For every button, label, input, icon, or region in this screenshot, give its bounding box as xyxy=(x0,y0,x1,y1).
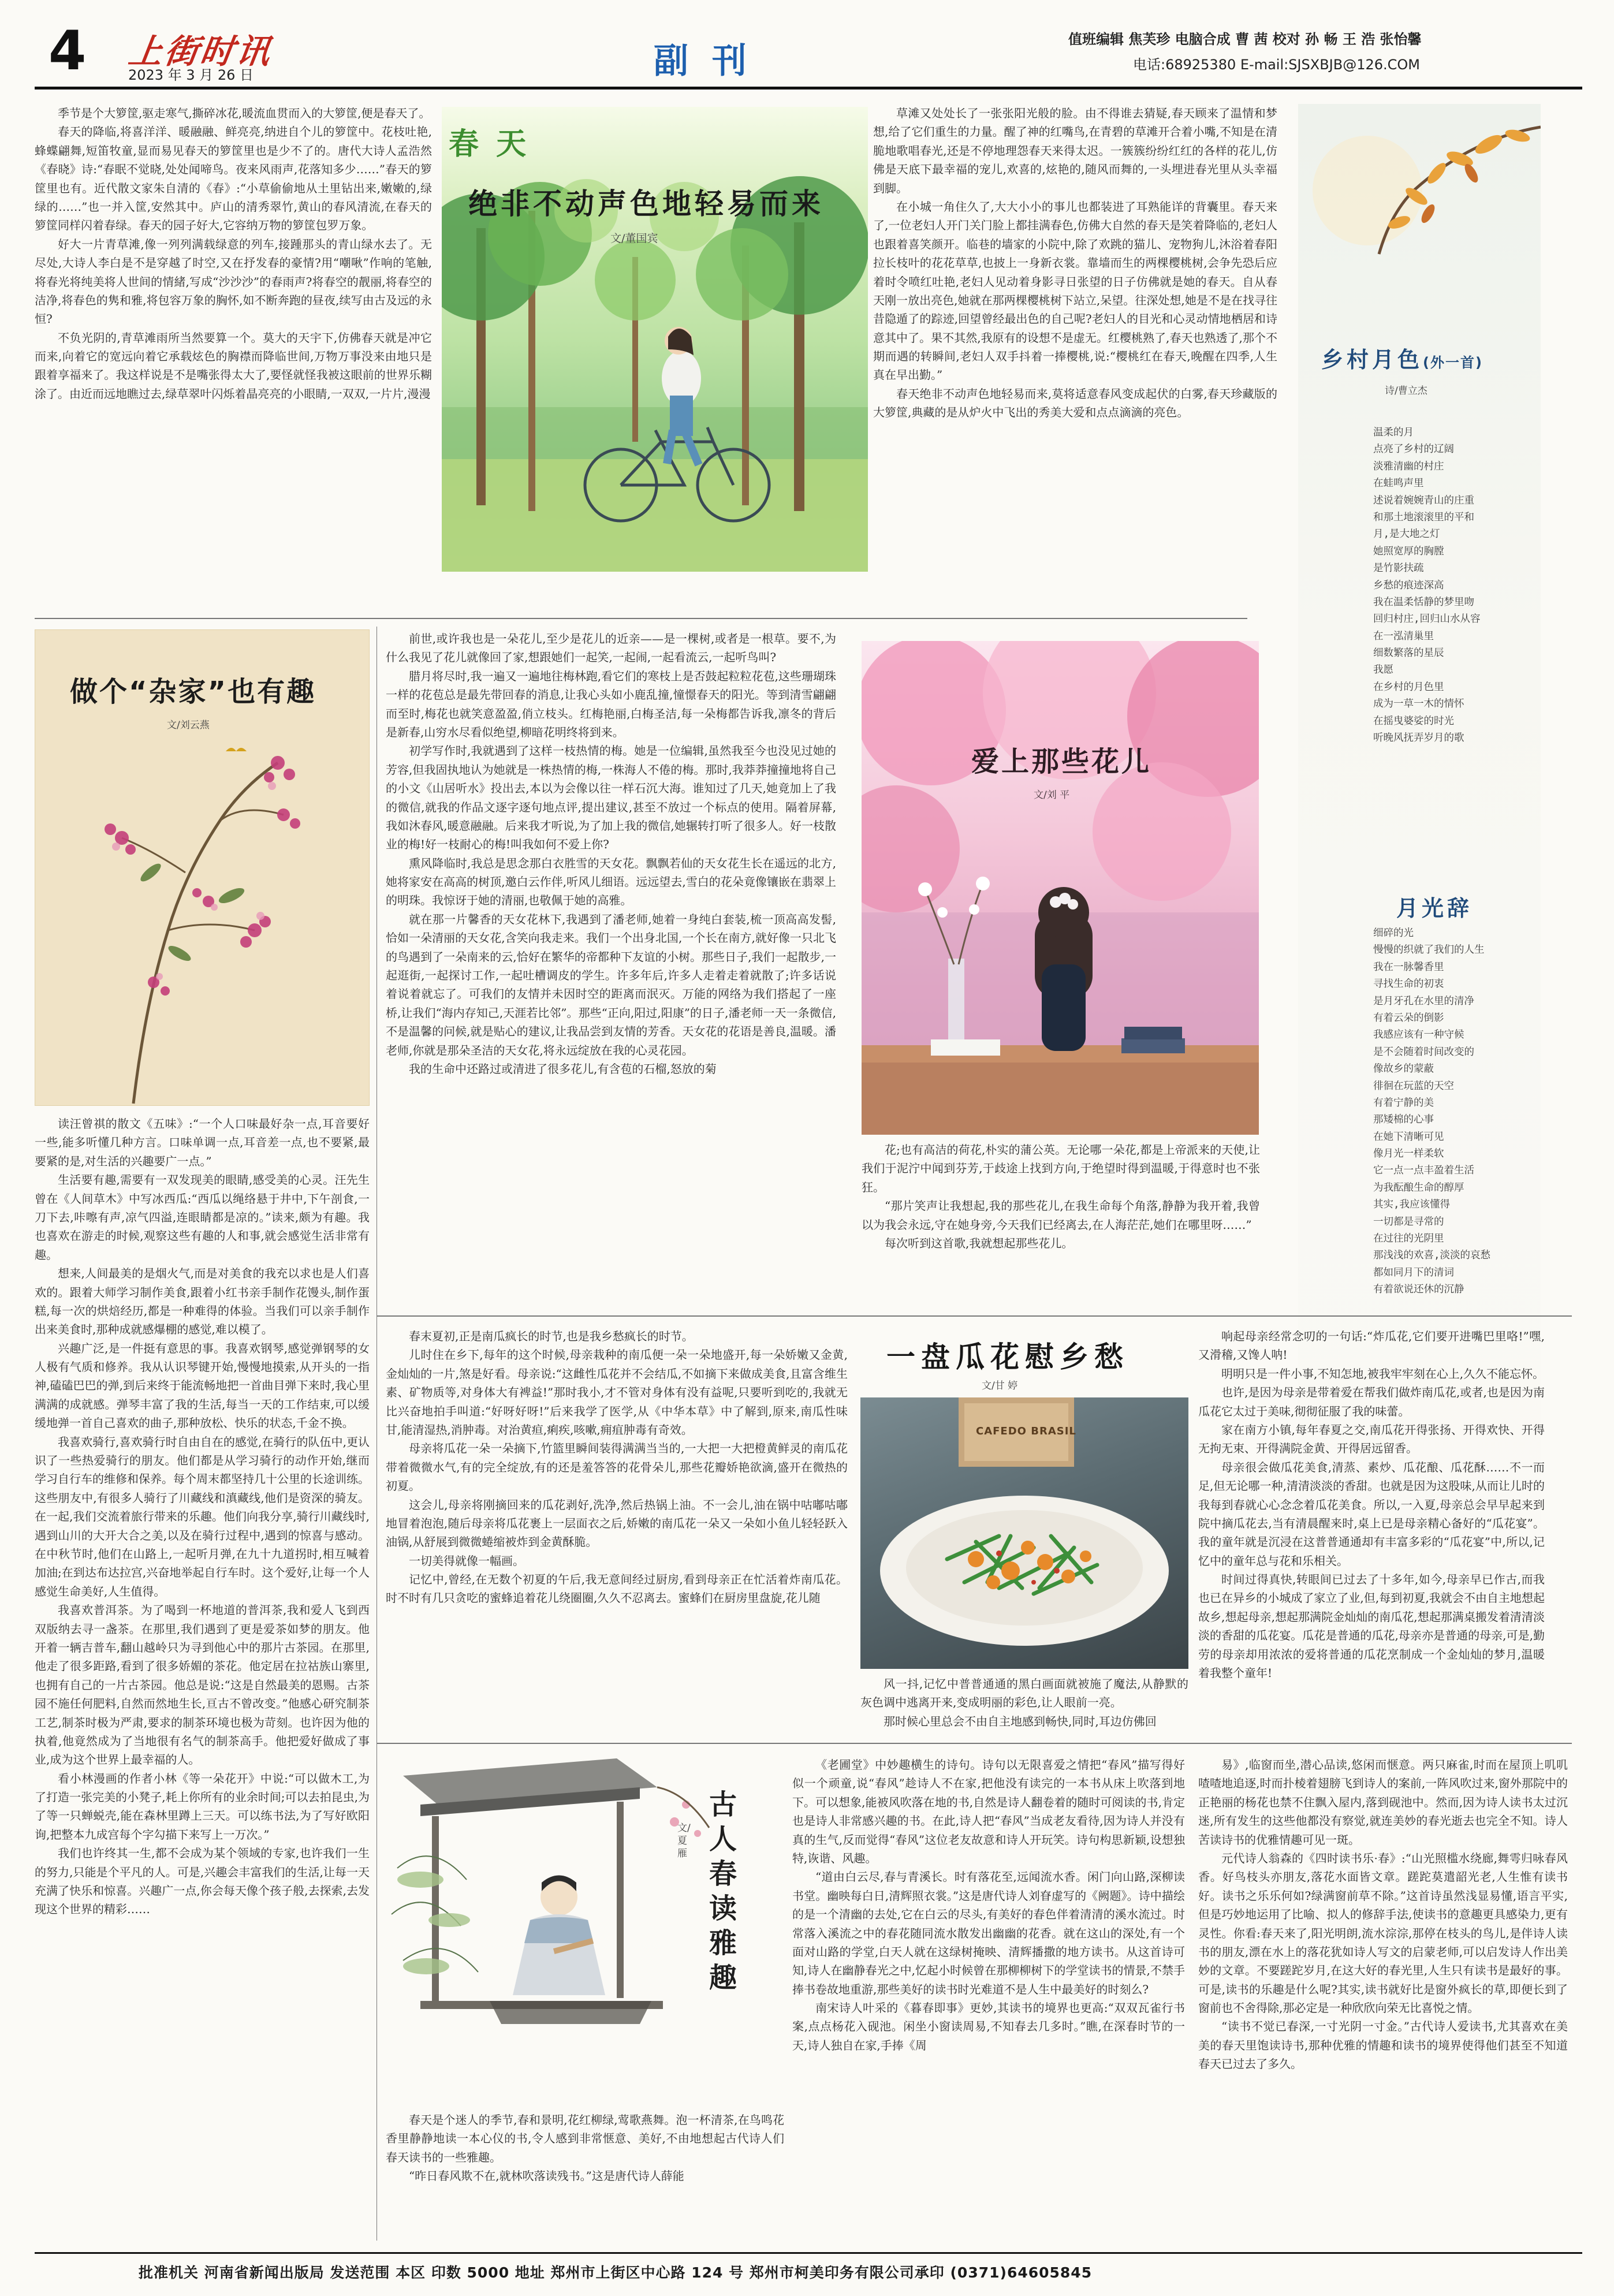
article-spring-col1: 季节是个大箩筐,驱走寒气,撕碎冰花,暖流血贯而入的大箩筐,便是春天了。 春天的降临,将喜洋洋、暖融融、鲜亮亮,纳进自个儿的箩筐中。花枝吐艳,蜂蝶翩舞,短笛牧童,显而易见春天的箩筐里也是少不了的。唐代大诗人孟浩然《春晓》诗:“春眠不觉晓,处处闻啼鸟。夜来风雨声,花落知多少……”春天的箩筐里也有。近代散文家朱自清的《春》:“小草偷偷地从土里钻出来,嫩嫩的,绿绿的……”也一并入筐,安然其中。庐山的清秀翠竹,黄山的春风清流,在春天的箩筐同样闪着春绿。春天的园子好大,它容纳万物的箩筐包罗万象。 好大一片青草滩,像一列列满载绿意的列车,接踵那头的青山绿水去了。无尽处,大诗人李白是不是穿越了时空,又在抒发春的豪情?用“嘲啾”作响的笔触,将春光将纯美将人世间的情緒,写成“沙沙沙”的春雨声?将春空的靓丽,将春空的洁净,将春色的隽和雅,将包容万象的胸怀,如不断奔跑的昼夜,续写由古及远的永恒? 不负光阴的,青草滩雨所当然要算一个。莫大的天宇下,仿佛春天就是冲它而来,向着它的宽远向着它承载炫色的胸襟而降临世间,万物万事没来由地只是跟着享福来了。我这样说是不是嘴张得太大了,要怪就怪我被这眼前的世界乐糊涂了。由近而远地瞧过去,绿草翠叶闪烁着晶亮亮的小眼睛,一双双,一片片,漫漫 xyxy=(35,106,432,401)
flowers-byline: 文/刘 平 xyxy=(1034,789,1070,801)
poem1-title-suffix: (外一首) xyxy=(1423,355,1483,371)
squash-title: 一盘瓜花慰乡愁 xyxy=(886,1340,1129,1374)
spring-byline: 文/董国宾 xyxy=(610,232,658,245)
contact-line: 电话:68925380 E-mail:SJSXBJB@126.COM xyxy=(1133,57,1420,73)
generalist-title: 做个“杂家”也有趣 xyxy=(70,676,316,708)
footer-rule xyxy=(35,2252,1582,2254)
article-squash-col1: 春末夏初,正是南瓜疯长的时节,也是我乡愁疯长的时节。 儿时住在乡下,每年的这个时候,母亲栽种的南瓜便一朵一朵地盛开,每一朵娇嫩又金黄,金灿灿的一片,煞是好看。母亲说:“这雌性瓜花并不会结瓜,不如摘下来做成美食,且富含维生素、矿物质等,对身体大有裨益!”那时我小,才不管对身体有没有益呢,只要听到吃的,我就无比兴奋地拍手叫道:“好呀好呀!”后来我学了医学,从《中华本草》中了解到,原来,南瓜性味甘,能清湿热,消肿毒。对治黄疸,痢疾,咳嗽,痈疽肿毒有奇效。 母亲将瓜花一朵一朵摘下,竹篮里瞬间装得满满当当的,一大把一大把橙黄鲜灵的南瓜花带着微微水气,有的完全绽放,有的还是羞答答的花骨朵儿,那些花瓣娇艳欲滴,盛开在微热的初夏。 这会儿,母亲将刚摘回来的瓜花剥好,洗净,然后热锅上油。不一会儿,油在锅中咕嘟咕嘟地冒着泡泡,随后母亲将瓜花裹上一层面衣之后,娇嫩的南瓜花一朵又一朵如小鱼儿轻轻跃入油锅,从舒展到微微蜷缩被炸到金黄酥脆。 一切美得就像一幅画。 记忆中,曾经,在无数个初夏的午后,我无意间经过厨房,看到母亲正在忙活着炸南瓜花。时不时有几只贪吃的蜜蜂追着花儿绕圈圈,久久不忍离去。蜜蜂们在厨房里盘旋,花儿随 xyxy=(386,1329,848,1605)
article-spring-col2: 草滩又处处长了一张张阳光般的脸。由不得谁去猜疑,春天顾来了温情和梦想,给了它们重生的力量。醒了神的红嘴鸟,在青碧的草滩开合着小嘴,不知是在清脆地歌唱春光,还是不停地理怨春天来得太迟。一簇簇纷纷红红的各样的花儿,仿佛是天底下最幸福的宠儿,欢喜的,炫艳的,随风而舞的,一头埋进春光里从头幸福到脚。 在小城一角住久了,大大小小的事儿也都装进了耳熟能详的背囊里。春天来了,一位老妇人开门关门脸上都挂满春色,仿佛大自然的春天是笑着降临的,老妇人也跟着喜笑颜开。临巷的墙家的小院中,除了欢跳的猫儿、宠物狗儿,沐浴着春阳拉长枝叶的花花草草,也披上一身新衣裳。靠墙而生的两棵樱桃树,会争先恐后应着时令喷红吐艳,老妇人见动着身影寻日张望的日子仿佛就是她的春天。自从春天刚一放出亮色,她就在那两棵樱桃树下站立,呆望。往深处想,她是不是在找寻往昔隐遁了的踪迹,回望曾经最出色的自己呢?老妇人的目光和心灵动情地栖居和诗意其中了。果不其然,我原有的设想不是虚无。红樱桃熟了,春天也熟透了,那个不期而遇的转瞬间,老妇人双手抖着一捧樱桃,说:“樱桃红在春天,晚醒在四季,人生真在早出勤。” 春天绝非不动声色地轻易而来,莫将适意春风变成起伏的白雾,春天珍藏版的大箩筐,典藏的是从炉火中飞出的秀美大爱和点点滴滴的亮色。 xyxy=(873,106,1277,420)
issue-date: 2023 年 3 月 26 日 xyxy=(128,67,254,83)
spring-illustration-svg xyxy=(442,107,868,572)
divider-horizontal-3 xyxy=(377,1743,1572,1744)
article-squash-col2: 响起母亲经常念叨的一句话:“炸瓜花,它们要开进嘴巴里咯!”嘿,又滑稽,又馋人呐! 明明只是一件小事,不知怎地,被我牢牢刻在心上,久久不能忘怀。 也许,是因为母亲是带着爱在帮我们做炸南瓜花,或者,也是因为南瓜花它太过于美味,彻彻征服了我的味蕾。 家在南方小镇,每年春夏之交,南瓜花开得张扬、开得欢快、开得无拘无束、开得满院金黄、开得居远留香。 母亲很会做瓜花美食,清蒸、素炒、瓜花酿、瓜花酥……不一而足,但无论哪一种,清清淡淡的香甜。也就是因为这股味,从而让儿时的我每到春就心心念念着瓜花美食。所以,一入夏,母亲总会早早起来到院中摘瓜花去,当有清晨醒来时,桌上已是母亲精心备好的“瓜花宴”。我的童年就是沉浸在这普普通通却有丰富多彩的“瓜花宴”中,所以,记忆中的童年总与花和乐相关。 时间过得真快,转眼间已过去了十多年,如今,母亲早已作古,而我也已在异乡的小城成了家立了业,但,每到初夏,我就会不由自主地想起故乡,想起母亲,想起那满院金灿灿的南瓜花,想起那满桌搬发着清清淡淡的香甜的瓜花宴。瓜花是普通的瓜花,母亲亦是普通的母亲,可是,勤劳的母亲却用浓浓的爱将普通的瓜花烹制成一个金灿灿的梦月,温暖着我整个童年! xyxy=(1198,1329,1545,1680)
article-ancient-col2: 《老圃堂》中妙趣横生的诗句。诗句以无限喜爱之情把“春风”描写得好似一个顽童,说“春风”趁诗人不在家,把他没有读完的一本书从床上吹落到地下。可以想象,能被风吹落在地的书,自然是诗人翻卷着的随时可阅读的书,肯定也是诗人非常感兴趣的书。在此,诗人把“春风”当成老友看待,因为诗人并没有真的生气,反而觉得“春风”这位老友故意和诗人开玩笑。诗句构思新颖,设想独特,诙谐、风趣。 “道由白云尽,春与青溪长。时有落花至,远闻流水香。闲门向山路,深柳读书堂。幽映每白日,清辉照衣裳。”这是唐代诗人刘眘虚写的《阙题》。诗中描绘的是一个清幽的去处,它在白云的尽头,有美好的春色伴着清清的溪水流过。时常落入溪流之中的春花随同流水散发出幽幽的花香。就在这山的深处,有一个面对山路的学堂,白天人就在这绿树掩映、清辉播撒的地方读书。从这首诗可知,诗人在幽静春光之中,忆起小时候曾在那柳柳树下的学堂读书的情景,不禁手捧书卷故地重游,那些美好的读书时光难道不是人生中最美好的时刻么? 南宋诗人叶采的《暮春即事》更妙,其读书的境界也更高:“双双瓦雀行书案,点点杨花入砚池。闲坐小窗读周易,不知春去几多时。”瞧,在深春时节的一天,诗人独自在家,手捧《周 xyxy=(792,1758,1185,2052)
generalist-illustration xyxy=(35,629,370,1106)
generalist-byline: 文/刘云燕 xyxy=(167,720,210,731)
article-ancient-col1: 春天是个迷人的季节,春和景明,花红柳绿,莺歌燕舞。泡一杯清茶,在鸟鸣花香里静静地读一本心仪的书,令人感到非常惬意、美好,不由地想起古代诗人们春天读书的一些雅趣。 “昨日春风欺不在,就林吹落读残书。”这是唐代诗人薛能 xyxy=(386,2113,784,2183)
ancient-reading-title: 古人春读雅趣 xyxy=(709,1788,737,1994)
section-title: 副 刊 xyxy=(654,41,752,81)
squash-dish-svg xyxy=(860,1397,1188,1669)
ancient-reading-byline: 文/夏雁 xyxy=(677,1822,691,1860)
article-ancient-col3: 易》,临窗而坐,潜心品读,悠闲而惬意。两只麻雀,时而在屋顶上叽叽喳喳地追逐,时而扑棱着翅膀飞到诗人的案前,一阵风吹过来,窗外那院中的正艳丽的杨花也禁不住飘入屋内,落到砚池中。然而,因为诗人读书太过沉迷,所有发生的这些他都没有察觉,就连美妙的春光逝去也完全不知。诗人苦读诗书的优雅情趣可见一斑。 元代诗人翁森的《四时读书乐·春》:“山光照槛水绕廊,舞雩归咏春风香。好鸟枝头亦朋友,落花水面皆文章。蹉跎莫遣韶光老,人生惟有读书好。读书之乐乐何如?绿满窗前草不除。”这首诗虽然浅显易懂,语言平实,但是巧妙地运用了比喻、拟人的修辞手法,使读书的意趣更具感染力,更有灵性。你看:春天来了,阳光明朗,流水淙淙,那停在枝头的鸟儿,是伴诗人读书的朋友,漂在水上的落花犹如诗人写文的启蒙老师,可以启发诗人作出美妙的文章。不要蹉跎岁月,在这大好的春光里,人生只有读书是最好的事。可是,读书的乐趣是什么呢?其实,读书就好比是窗外疯长的草,即便长到了窗前也不舍得除,那必定是一种欣欣向荣无比喜悦之情。 “读书不觉已春深,一寸光阴一寸金。”古代诗人爱读书,尤其喜欢在美美的春天里饱读诗书,那种优雅的情趣和读书的境界使得他们甚至不知道春天已过去了多久。 xyxy=(1198,1758,1568,2071)
paper-name: 上街时讯 xyxy=(126,32,275,71)
page-number: 4 xyxy=(49,20,87,83)
squash-dish-photo xyxy=(860,1397,1188,1669)
poem2-title: 月光辞 xyxy=(1396,896,1473,921)
squash-byline: 文/甘 婷 xyxy=(982,1380,1018,1392)
poems-byline: 诗/曹立杰 xyxy=(1385,385,1427,397)
article-squash-caption: 风一抖,记忆中普普通通的黑白画面就被施了魔法,从静默的灰色调中逃离开来,变成明丽的彩色,让人眼前一亮。 那时候心里总会不由自主地感到畅快,同时,耳边仿佛回 xyxy=(860,1677,1188,1728)
divider-horizontal-1 xyxy=(35,618,1247,619)
spring-title: 绝非不动声色地轻易而来 xyxy=(468,187,824,221)
ancient-reading-illustration xyxy=(386,1753,784,2108)
article-flowers-col2: 花;也有高洁的荷花,朴实的蒲公英。无论哪一朵花,都是上帝派来的天使,让我们于泥泞中闻到芬芳,于歧途上找到方向,于绝望时得到温暖,于得意时也不张狂。 “那片笑声让我想起,我的那些花儿,在我生命每个角落,静静为我开着,我曾以为我会永远,守在她身旁,今天我们已经离去,在人海茫茫,她们在哪里呀……” 每次听到这首歌,我就想起那些花儿。 xyxy=(862,1143,1260,1250)
poem2-body: 细碎的光 慢慢的织就了我们的人生 我在一脉馨香里 寻找生命的初衷 是月牙孔在水里的清净 有着云朵的倒影 我感应该有一种守候 是不会随着时间改变的 像故乡的蒙蔽 徘徊在玩蓝的天空 有着宁静的美 那矮棉的心事 在她下清晰可见 像月光一样柔软 它一点一点丰盈着生活 为我酝酿生命的醇厚 其实,我应该懂得 一切都是寻常的 在过往的光阴里 那浅浅的欢喜,淡淡的哀愁 都如同月下的清词 有着欲说还休的沉静 xyxy=(1373,927,1491,1296)
masthead-rule xyxy=(35,87,1582,90)
flowers-illustration-svg xyxy=(862,641,1259,1135)
moon-branch-illustration xyxy=(1298,104,1541,312)
flowers-title: 爱上那些花儿 xyxy=(971,746,1152,778)
flowers-illustration xyxy=(862,641,1259,1135)
poem1-title: 乡村月色 xyxy=(1321,347,1423,372)
article-generalist-text: 读汪曾祺的散文《五味》:“一个人口味最好杂一点,耳音要好一些,能多听懂几种方言。口味单调一点,耳音差一点,也不要紧,最要紧的是,对生活的兴趣要广一点。” 生活要有趣,需要有一双发现美的眼睛,感受美的心灵。汪先生曾在《人间草木》中写冰西瓜:“西瓜以绳络悬于井中,下午剖食,一刀下去,咔嚓有声,凉气四溢,连眼睛都是凉的。”读来,颇为有趣。我也喜欢在游走的时候,观察这些有趣的人和事,就会感觉生活非常有趣。 想来,人间最美的是烟火气,而是对美食的我充以求也是人们喜欢的。跟着大师学习制作美食,跟着小红书亲手制作花馒头,制作蛋糕,每一次的烘焙经历,都是一种难得的体验。当我们可以亲手制作出来美食时,那种成就感爆棚的感觉,难以模了。 兴趣广泛,是一件挺有意思的事。我喜欢钢琴,感觉弹钢琴的女人极有气质和修养。我从认识琴键开始,慢慢地摸索,从开头的一指神,磕磕巴巴的弹,到后来终于能流畅地把一首曲目弹下来时,我心里满满的成就感。弹琴丰富了我的生活,每当一天的工作结束,可以缓缓地弹一首自己喜欢的曲子,那种放松、快乐的状态,千金不换。 我喜欢骑行,喜欢骑行时自由自在的感觉,在骑行的队伍中,更认识了一些热爱骑行的朋友。他们都是从学习骑行的动作开始,继而学习自行车的维修和保养。每个周末都坚持几十公里的长途训练。这些朋友中,有很多人骑行了川藏线和滇藏线,他们是资深的骑友。在一起,我们交流着旅行带来的乐趣。他们向我分享,骑行川藏线时,遇到山川的大开大合之美,以及在骑行过程中,遇到的惊喜与感动。在中秋节时,他们在山路上,一起听月弹,在九十九道拐时,相互喊着加油;在到达布达拉宫,兴奋地举起自行车时。这个爱好,让每一个人感觉生命美好,人生值得。 我喜欢普洱茶。为了喝到一杯地道的普洱茶,我和爱人飞到西双版纳去寻一盏茶。在那里,我们遇到了更是爱茶如梦的朋友。他开着一辆吉普车,翻山越岭只为寻到他心中的那片古茶园。在那里,他走了很多距路,看到了很多娇媚的茶花。他定居在拉祜族山寨里,也拥有自己的一片古茶园。他总是说:“这是自然最美的恩赐。古茶园不施任何肥料,自然而然地生长,亘古不曾改变。”他感心研究制茶工艺,制茶时极为严肃,要求的制茶环境也极为苛刻。也许因为他的执着,他竟然成为了当地很有名气的制茶高手。他把爱好做成了事业,成为这个世界上最幸福的人。 看小林漫画的作者小林《等一朵花开》中说:“可以做木工,为了打造一张完美的小凳子,耗上你所有的业余时间;可以去拍昆虫,为了等一只蝉蜕壳,能在森林里蹲上三天。可以练书法,为了写好欧阳询,把整本九成宫每个字勾描下来写上一万次。” 我们也许终其一生,都不会成为某个领域的专家,也许我们一生的努力,只能是个平凡的人。可是,兴趣会丰富我们的生活,让每一天充满了快乐和惊喜。兴趣广一点,你会每天像个孩子般,去探索,去发现这个世界的精彩…… xyxy=(35,1117,370,1917)
divider-horizontal-2 xyxy=(377,1315,1572,1317)
footer-info: 批准机关 河南省新闻出版局 发送范围 本区 印数 5000 地址 郑州市上街区中心路 124 号 郑州市柯美印务有限公司承印 (0371)64605845 xyxy=(139,2264,1093,2281)
poem1-body: 温柔的月 点亮了乡村的辽阔 淡雅清幽的村庄 在蛙鸣声里 述说着婉婉青山的庄重 和那土地滚滚里的平和 月,是大地之灯 她照宽厚的胸膛 是竹影扶疏 乡愁的痕迹深高 我在温柔恬静的梦里吻 回归村庄,回归山水从容 在一泓清巢里 细数繁落的星辰 我愿 在乡村的月色里 成为一草一木的情怀 在摇曳婆娑的时光 听晚风抚弄岁月的歌 xyxy=(1373,427,1481,744)
editors-line: 值班编辑 焦芙珍 电脑合成 曹 茜 校对 孙 畅 王 浩 张怡馨 xyxy=(1068,31,1422,47)
spring-kicker: 春 天 xyxy=(449,127,530,162)
bowl-label: CAFEDO BRASIL xyxy=(976,1425,1076,1437)
spring-illustration xyxy=(442,107,868,572)
article-flowers-col1: 前世,或许我也是一朵花儿,至少是花儿的近亲——是一棵树,或者是一根草。要不,为什么我见了花儿就像回了家,想跟她们一起笑,一起闹,一起看流云,一起听鸟叫? 腊月将尽时,我一遍又一遍地往梅林跑,看它们的寒枝上是否鼓起粒粒花苞,这些珊瑚珠一样的花苞总是最先带回春的消息,让我心头如小鹿乱撞,憧憬春天的阳光。等到清雪翩翩而至时,梅花也就笑意盈盈,俏立枝头。红梅艳丽,白梅圣洁,每一朵梅都告诉我,凛冬的背后是新春,山穷水尽看似绝望,柳暗花明终将到来。 初学写作时,我就遇到了这样一枝热情的梅。她是一位编辑,虽然我至今也没见过她的芳容,但我固执地认为她就是一株热情的梅,一株海人不倦的梅。那时,我莽莽撞撞地将自己的小文《山居听水》投出去,本以为会像以往一样石沉大海。谁知过了几天,她竟加上了我的微信,就我的作品文逐字逐句地点评,提出建议,甚至不放过一个标点的使用。隔着屏幕,我如沐春风,暖意融融。后来我才听说,为了加上我的微信,她辗转打听了很多人。好一枝散业的梅!好一枝耐心的梅!叫我如何不爱上你? 熏风降临时,我总是思念那白衣胜雪的天女花。飘飘若仙的天女花生长在遥远的北方,她将家安在高高的树顶,邀白云作伴,听风儿细语。远远望去,雪白的花朵竟像镶嵌在翡翠上的明珠。我惊讶于她的清丽,也敬佩于她的高雅。 就在那一片馨香的天女花林下,我遇到了潘老师,她着一身纯白套装,梳一顶高高发髻,恰如一朵清丽的天女花,含笑向我走来。我们一个出身北国,一个长在南方,就好像一只北飞的鸟遇到了一朵南来的云,恰好在繁华的帝都种下友谊的小树。那些日子,我们一起散步,一起逛街,一起探讨工作,一起吐槽调皮的学生。许多年后,许多人走着走着就散了;许多话说着说着就忘了。可我们的友情并未因时空的距离而泯灭。万能的网络为我们搭起了一座桥,让我们“海内存知己,天涯若比邻”。那些“正向,阳过,阳康”的日子,潘老师一天一条微信,不是温馨的问候,就是贴心的建议,让我品尝到友情的芳香。天女花的花语是善良,温暖。潘老师,你就是那朵圣洁的天女花,将永远绽放在我的心灵花园。 我的生命中还路过或清进了很多花儿,有含苞的石榴,怒放的菊 xyxy=(386,632,836,1076)
